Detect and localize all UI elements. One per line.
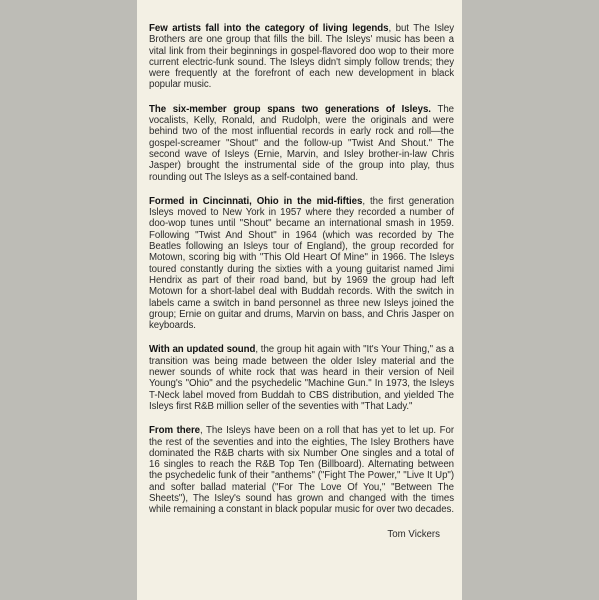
paragraph-generations [149,104,454,183]
paragraph-lead: Formed in Cincinnati, Ohio in the mid-fifties [149,195,363,207]
paragraph-intro [149,23,454,91]
paragraph-body: , the group hit again with "It's Your Thing," as a transition was being made between the older Isley material and the newer sounds of white rock that was heard in their version of Neil Young's "Ohio" and the psychedelic "Machine Gun." In 1973, the Isleys T-Neck label moved from Buddah to CBS distribution, and yielded The Isleys first R&B million seller of the seventies with "That Lady." [149,344,455,412]
author-signature: Tom Vickers [387,528,440,540]
paragraph-updated-sound [149,344,454,412]
paragraph-lead: The six-member group spans two generations of Isleys. [149,103,431,115]
paragraph-lead: From there [149,425,201,437]
paragraph-body: The vocalists, Kelly, Ronald, and Rudolph, were the originals and were behind two of the most influential records in early rock and roll—the gospel-screamer "Shout" and the follow-up "Twist And Shout." The second wave of Isleys (Ernie, Marvin, and Isley brother-in-law Chris Jasper) brought the instrumental side of the group into play, thus rounding out The Isleys as a self-contained band. [149,103,454,183]
paragraph-from-there [149,425,454,515]
paragraph-body: , The Isleys have been on a roll that has yet to let up. For the rest of the seventies and into the eighties, The Isley Brothers have dominated the R&B charts with six Number One singles and a total of 16 singles to reach the R&B Top Ten (Billboard). Alternating between the psychedelic funk of their "anthems" ("Fight The Power," "Live It Up") and softer ballad material ("For The Love Of You," "Between The Sheets"), The Isley's sound has grown and changed with the times while remaining a constant in black popular music for over two decades. [149,425,454,516]
paragraph-body: , the first generation Isleys moved to New York in 1957 where they recorded a number of doo-wop tunes until "Shout" became an international smash in 1959. Following "Twist And Shout" in 1964 (which was recorded by The Beatles following an Isleys tour of England), the group recorded for Motown, scoring big with "This Old Heart Of Mine" in 1966. The Isleys toured constantly during the sixties with a young guitarist named Jimi Hendrix as part of their road band, but by 1969 the group had left Motown for a short-label deal with Buddah records. With the switch in labels came a switch in band personnel as three new Isleys joined the group; Ernie on guitar and drums, Marvin on bass, and Chris Jasper on keyboards. [149,195,454,332]
paragraph-lead: Few artists fall into the category of living legends [149,23,389,34]
liner-notes-page [137,0,462,600]
paragraph-body: , but The Isley Brothers are one group that fills the bill. The Isleys' music has been a vital link from their beginnings in gospel-flavored doo wop to their more current electric-funk sound. The Isleys didn't simply follow trends; they were frequently at the forefront of each new development in black popular music. [149,23,454,91]
paragraph-lead: With an updated sound [149,344,256,356]
paragraph-formation [149,196,454,332]
